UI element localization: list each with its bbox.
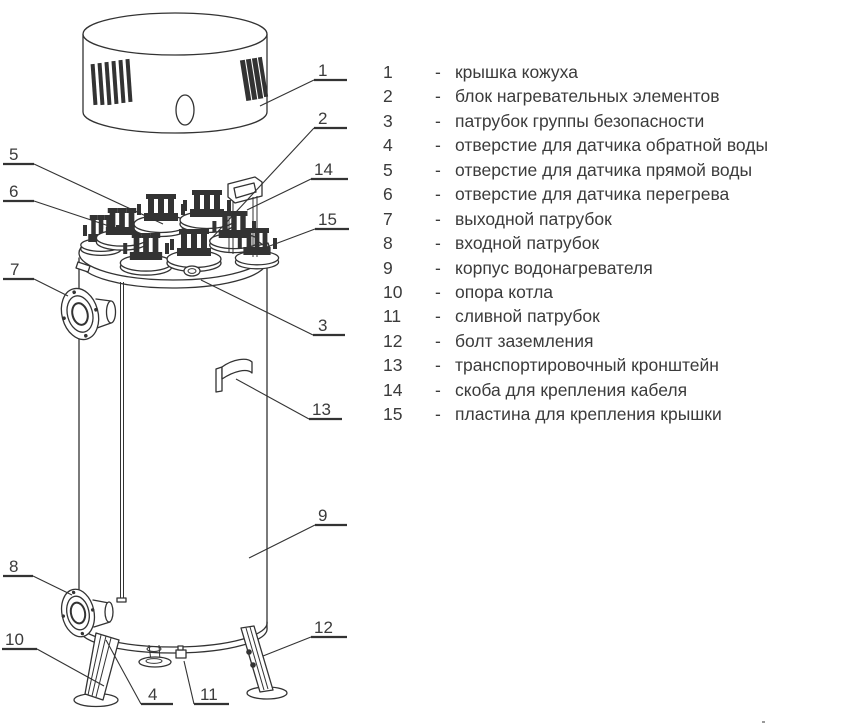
- legend-item-separator: -: [435, 86, 441, 107]
- legend-item-label: отверстие для датчика обратной воды: [455, 135, 769, 156]
- legend-item-number: 4: [383, 135, 393, 156]
- legend-item: [383, 207, 853, 231]
- callout-number-15: 15: [318, 210, 337, 229]
- legend-item: [383, 158, 853, 182]
- outlet-pipe: [56, 284, 116, 344]
- callout-layer: [2, 61, 349, 704]
- legend-item-separator: -: [435, 208, 441, 229]
- callout-number-12: 12: [314, 618, 333, 637]
- parts-legend: [383, 60, 853, 427]
- legend-item: [383, 256, 853, 280]
- legend-item-number: 3: [383, 110, 393, 131]
- legend-item-separator: -: [435, 379, 441, 400]
- callout-12: [263, 618, 347, 656]
- legend-item-label: корпус водонагревателя: [455, 257, 653, 278]
- callout-number-10: 10: [5, 630, 24, 649]
- callout-number-11: 11: [200, 685, 218, 704]
- stray-mark: [762, 721, 765, 723]
- legend-item-label: опора котла: [455, 281, 554, 302]
- cover-drawing: [83, 13, 268, 133]
- legend-item-separator: -: [435, 135, 441, 156]
- callout-1: [260, 61, 347, 106]
- safety-group-port: [184, 266, 200, 276]
- legend-item-separator: -: [435, 330, 441, 351]
- legend-item: [383, 182, 853, 206]
- grounding-bolt: [250, 662, 256, 668]
- callout-number-2: 2: [318, 109, 328, 128]
- legend-item-label: транспортировочный кронштейн: [455, 355, 719, 376]
- callout-10: [2, 630, 104, 686]
- legend-item-separator: -: [435, 281, 441, 302]
- callout-7: [3, 260, 68, 296]
- callout-3: [201, 280, 345, 335]
- legend-item-label: отверстие для датчика прямой воды: [455, 159, 753, 180]
- callout-number-7: 7: [10, 260, 20, 279]
- legend-item: [383, 304, 853, 328]
- legend-item-separator: -: [435, 355, 441, 376]
- legend-item: [383, 133, 853, 157]
- middle-leg: [139, 645, 171, 667]
- legend-item-number: 5: [383, 159, 393, 180]
- legend-item-number: 2: [383, 86, 393, 107]
- legend-item-number: 6: [383, 184, 393, 205]
- legend-item-number: 10: [383, 281, 403, 302]
- legend-item-label: сливной патрубок: [455, 306, 600, 327]
- cover-oval-hole: [176, 95, 194, 125]
- legend-item-number: 14: [383, 379, 403, 400]
- callout-number-3: 3: [318, 316, 328, 335]
- callout-number-9: 9: [318, 506, 328, 525]
- callout-8: [3, 557, 72, 595]
- legend-item: [383, 378, 853, 402]
- legend-item-number: 8: [383, 233, 393, 254]
- legend-item-number: 13: [383, 355, 403, 376]
- left-leg: [74, 633, 119, 707]
- right-leg: [241, 626, 287, 699]
- legend-item-number: 7: [383, 208, 393, 229]
- legend-item: [383, 231, 853, 255]
- legend-item-label: скоба для крепления кабеля: [455, 379, 688, 400]
- callout-number-13: 13: [312, 400, 331, 419]
- legend-item-label: входной патрубок: [455, 233, 600, 254]
- legend-item-label: патрубок группы безопасности: [455, 110, 705, 131]
- callout-9: [249, 506, 347, 558]
- legend-item-number: 15: [383, 404, 403, 425]
- legend-item-label: отверстие для датчика перегрева: [455, 184, 730, 205]
- callout-11: [184, 661, 229, 704]
- legend-item-separator: -: [435, 257, 441, 278]
- legend-item-label: выходной патрубок: [455, 208, 612, 229]
- legend-item: [383, 353, 853, 377]
- legend-item: [383, 60, 853, 84]
- callout-15: [259, 210, 349, 250]
- legend-item-number: 1: [383, 62, 393, 82]
- legend-item-number: 11: [383, 306, 402, 327]
- callout-number-4: 4: [148, 685, 158, 704]
- legend-item-separator: -: [435, 233, 441, 254]
- legend-item-number: 12: [383, 330, 403, 351]
- legend-item-separator: -: [435, 62, 441, 82]
- drain-pipe: [176, 646, 186, 658]
- legend-item-separator: -: [435, 184, 441, 205]
- legend-item: [383, 84, 853, 108]
- legend-item-separator: -: [435, 159, 441, 180]
- legend-item: [383, 402, 853, 426]
- callout-number-1: 1: [318, 61, 328, 80]
- legend-item-separator: -: [435, 306, 441, 327]
- transport-bracket: [216, 359, 252, 392]
- legend-item: [383, 280, 853, 304]
- callout-number-6: 6: [9, 182, 19, 201]
- legend-item-separator: -: [435, 110, 441, 131]
- legend-item-number: 9: [383, 257, 393, 278]
- legend-item-label: болт заземления: [455, 330, 594, 351]
- legend-item: [383, 109, 853, 133]
- callout-number-14: 14: [314, 160, 333, 179]
- callout-number-8: 8: [9, 557, 19, 576]
- callout-number-5: 5: [9, 145, 19, 164]
- legend-item-separator: -: [435, 404, 441, 425]
- grounding-bolt: [246, 649, 252, 655]
- legend-item-label: пластина для крепления крышки: [455, 404, 722, 425]
- sensor-tube: [117, 282, 126, 602]
- legend-item-label: крышка кожуха: [455, 62, 578, 82]
- legend-item-label: блок нагревательных элементов: [455, 86, 720, 107]
- callout-13: [236, 379, 342, 419]
- legend-item: [383, 329, 853, 353]
- inlet-pipe: [57, 586, 113, 640]
